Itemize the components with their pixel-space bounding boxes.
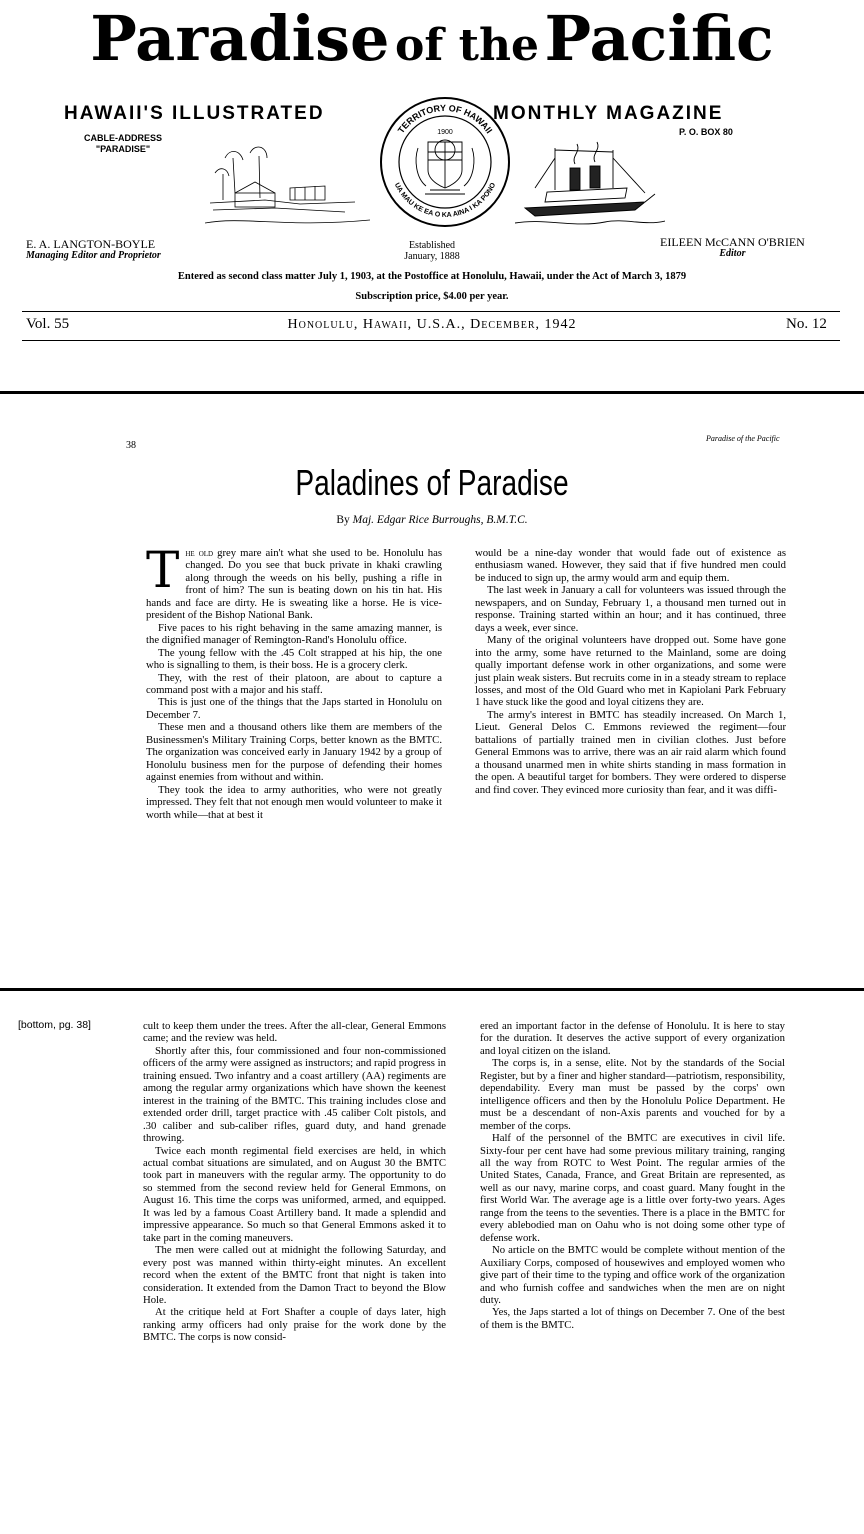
paragraph: They took the idea to army authorities, who were not greatly impressed. They felt that not enough men would volunteer to make it worth while—that at best it [146,783,442,821]
masthead-title-paradise: Paradise [90,2,390,75]
postal-entry-notice: Entered as second class matter July 1, 1903, at the Postoffice at Honolulu, Hawaii, under the Act of March 3, 1879 [177,271,687,282]
lead-in-smallcaps: he old [185,547,214,559]
paragraph: ered an important factor in the defense of Honolulu. It is here to stay for the duration. It deserves the active support of every organization and loyal citizen on the island. [480,1020,785,1057]
masthead-rule-top [22,311,840,312]
article-column-bottom-right [480,1020,785,1331]
paragraph: They, with the rest of their platoon, are about to capture a command post with a major and his staff. [146,671,442,696]
established-date: January, 1888 [404,251,460,262]
issue-number: No. 12 [786,316,827,332]
seal-year: 1900 [437,129,453,136]
article-byline [0,514,864,526]
article-column-top-right [475,547,786,796]
article-column-bottom-left [143,1020,446,1344]
masthead-rule-bottom [22,340,840,341]
masthead-title [0,2,864,75]
editor-role: Editor [719,248,746,259]
masthead-steamship-illustration [515,138,665,233]
paragraph: Five paces to his right behaving in the same amazing manner, is the dignified manager of Remington-Rand's Honolulu office. [146,621,442,647]
territory-seal-emblem [370,90,520,240]
managing-editor-credit [26,238,161,262]
seal-text-top: TERRITORY OF HAWAII [395,102,495,136]
cable-address-value: "PARADISE" [95,144,151,154]
paragraph: Half of the personnel of the BMTC are executives in civil life. Sixty-four per cent have had some previous military training, ranging all the way from ROTC to West Point. The regular armies of the United States, Canada, France, and Great Britain are represented, as well as our navy, marine corps, and coast guard. Many fought in the first World War. The average age is a little over forty-two years. Ages range from the teens to the seventies. There is a place in the BMTC for every ablebodied man on Oahu who is not doing some other type of defense work. [480,1132,785,1244]
drop-cap: T [146,541,180,599]
bottom-page-label: [bottom, pg. 38] [18,1019,91,1031]
established-label: Established [408,240,456,251]
masthead-title-of-the: of the [395,20,539,71]
paragraph: Yes, the Japs started a lot of things on December 7. One of the best of them is the BMTC. [480,1306,785,1331]
section-divider-top [0,391,864,394]
paragraph: cult to keep them under the trees. After the all-clear, General Emmons came; and the review was held. [143,1020,446,1045]
paragraph [146,541,443,622]
article-column-top-left [146,541,443,821]
managing-editor-name: E. A. LANGTON-BOYLE [26,237,156,251]
paragraph-text: grey mare ain't what she used to be. Honolulu has changed. Do you see that buck private in khaki crawling along through the weeds on his belly, pushing a rifle in front of him? The sun is beating down on his tin hat. His hands and face are dirty. He is sweating like a horse. He is vice-president of the Bishop National Bank. [146,547,443,622]
cable-address-label: CABLE-ADDRESS [84,133,163,143]
established-note [380,240,484,262]
running-head: Paradise of the Pacific [706,434,780,443]
masthead-subtitle-left: HAWAII'S ILLUSTRATED [64,103,325,124]
paragraph: The young fellow with the .45 Colt strapped at his hip, the one who is signalling to them, is their boss. He is a grocery clerk. [146,646,442,672]
masthead-title-pacific: Pacific [544,2,774,75]
paragraph: This is just one of the things that the Japs started in Honolulu on December 7. [146,696,442,721]
paragraph: Shortly after this, four commissioned and four non-commissioned officers of the army were assigned as instructors; and rapid progress in training ensued. Two infantry and a coast artillery (AA) regiments are among the regular army organizations which have shown the keenest interest in the training of the BMTC. This training includes close and extended order drill, target practice with .45 caliber Colt pistols, and .30 caliber and sub-caliber rifles, guard duty, and hand grenade throwing. [143,1044,446,1145]
byline-prefix: By [336,514,350,526]
paragraph: The army's interest in BMTC has steadily increased. On March 1, Lieut. General Delos C. Emmons reviewed the regiment—four battalions of partially trained men in civilian clothes. Just before General Emmons was to arrive, there was an air raid alarm which found a thousand unarmed men in white shirts standing in mass formation in the open. A beautiful target for bombers. They were ordered to disperse and find cover. They evinced more curiosity than fear, and it was diffi- [475,708,786,796]
masthead-landscape-illustration [205,138,370,233]
subscription-price: Subscription price, $4.00 per year. [355,291,509,302]
paragraph: would be a nine-day wonder that would fade out of existence as enthusiasm waned. However, they said that if five hundred men could be induced to sign up, the army would arm and equip them. [475,547,786,584]
masthead-subtitle-right: MONTHLY MAGAZINE [493,103,724,124]
seal-motto: UA MAU KE EA O KA AINA I KA PONO [392,181,498,220]
byline-author: Maj. Edgar Rice Burroughs, B.M.T.C. [352,514,528,526]
paragraph: The last week in January a call for volunteers was issued through the newspapers, and on Sunday, February 1, a thousand men turned out in response. Training started within an hour; and it has continued, three days a week, ever since. [475,584,786,634]
volume-number: Vol. 55 [26,316,70,332]
issue-dateline: Honolulu, Hawaii, U.S.A., December, 1942 [287,317,577,332]
managing-editor-role: Managing Editor and Proprietor [26,250,161,261]
paragraph: Many of the original volunteers have dropped out. Some have gone into the army, some have returned to the Mainland, some are doing qually important defense work in other organizations, and some were just plain weak sisters. But recruits come in in a steady stream to replace losses, and most of the Old Guard who met in Kapiolani Park February 1 have stuck like the good and loyal citizens they are. [475,634,786,709]
section-divider-bottom [0,988,864,991]
article-title: Paladines of Paradise [295,462,569,503]
paragraph: No article on the BMTC would be complete without mention of the Auxiliary Corps, composed of housewives and employed women who give part of their time to the typing and office work of the organization and who furnish coffee and sandwiches when the men are on night duty. [480,1244,785,1306]
paragraph: The men were called out at midnight the following Saturday, and every post was manned within thirty-eight minutes. An excellent record when the extent of the BMTC front that night is taken into consideration. It extended from the Damon Tract to beyond the Blow Hole. [143,1244,446,1306]
editor-credit [660,236,805,260]
editor-name: EILEEN McCANN O'BRIEN [660,235,805,249]
paragraph: At the critique held at Fort Shafter a couple of days later, high ranking army officers had only praise for the work done by the BMTC. The corps is now consid- [143,1306,446,1344]
page-number: 38 [126,440,136,451]
paragraph: These men and a thousand others like them are members of the Businessmen's Military Training Corps, better known as the BMTC. The organization was conceived early in January 1942 by a group of Honolulu business men for the purpose of defending their homes against enemies from without and within. [146,721,442,784]
paragraph: Twice each month regimental field exercises are held, in which actual combat situations are simulated, and on August 30 the BMTC took part in maneuvers with the regular army. The opportunity to do so stemmed from the second review held for General Emmons, on August 16. This time the corps was uniformed, armed, and equipped. It was led by a famous Coast Artillery band. It made a splendid and impressive appearance. So much so that General Emmons asked it to take part in the coming maneuvers. [143,1144,446,1244]
cable-address [84,133,162,155]
paragraph: The corps is, in a sense, elite. Not by the standards of the Social Register, but by a finer and higher standard—patriotism, responsibility, dependability. Every man must be passed by the corps' own intelligence officers and then by the Honolulu Police Department. He must be a descendant of non-Axis parents and vouched for by a member of the corps. [480,1057,785,1132]
po-box: P. O. BOX 80 [679,127,733,137]
